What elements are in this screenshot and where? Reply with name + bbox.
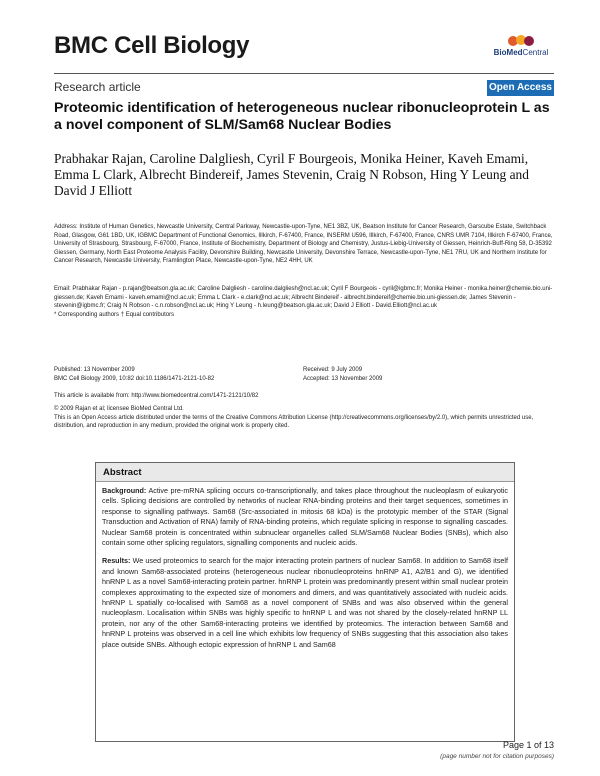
accepted-date: Accepted: 13 November 2009 — [303, 375, 383, 382]
published-date: Published: 13 November 2009 — [54, 367, 135, 373]
author-list: Prabhakar Rajan, Caroline Dalgliesh, Cyril F Bourgeois, Monika Heiner, Kaveh Emami, Emma L Clark, Albrecht Bindereif, James Stevenin, Craig N Robson, Hing Y Leung and David J Elliott — [54, 151, 529, 198]
page-number: Page 1 of 13 — [502, 740, 554, 750]
article-url[interactable]: This article is available from: http://www.biomedcentral.com/1471-2121/10/82 — [54, 393, 259, 399]
article-title: Proteomic identification of heterogeneous nuclear ribonucleoprotein L as a novel component of SLM/Sam68 Nuclear Bodies — [54, 100, 550, 133]
abstract-results: Results: We used proteomics to search for the major interacting protein partners of nuclear Sam68. In addition to Sam68 itself and known Sam68-associated proteins (heterogeneous nuclear ribonucleoproteins hnRNP A1, A2/B1 and G), we identified hnRNP L as a novel Sam68-interacting protein partner. hnRNP L protein was predominantly present within small nuclear protein complexes approximating to the expected size of monomers and dimers, and was quantitatively associated with nucleic acids. hnRNP L spatially co-localised with Sam68 as a novel component of SNBs and was also observed within the general nucleoplasm. Localisation within SNBs was highly specific to hnRNP L and was not shared by the closely-related hnRNP LL protein, nor any of the other Sam68-interacting proteins we identified by proteomics. The interaction between Sam68 and hnRNP L proteins was observed in a cell line which exhibits low frequency of SNBs suggesting that this association also takes place outside SNBs. Although ectopic expression of hnRNP L and Sam68 — [102, 556, 509, 649]
journal-title: BMC Cell Biology — [54, 32, 250, 59]
article-type: Research article — [54, 80, 141, 94]
received-date: Received: 9 July 2009 — [303, 367, 363, 373]
copyright-line: © 2009 Rajan et al; licensee BioMed Central Ltd. — [54, 406, 184, 412]
affiliations: Address: Institute of Human Genetics, Newcastle University, Central Parkway, Newcastle-upon-Tyne, NE1 3BZ, UK, Beatson Institute for Cancer Research, Garscube Estate, Switchback Road, Glasgow, G61 1BD, UK, IGBMC Department of Functional Genomics, Illkirch, F-67400, France, INSERM U596, Illkirch, F-67400, France, CNRS UMR 7104, Illkirch F-67400, France, University of Strasbourg, Strasbourg, F-67000, France, Institute of Biochemistry, Department of Biology and Chemistry, Justus-Liebig-University of Giessen, Heinrich-Buff-Ring 58, D-35392 Giessen, Germany, North East Proteome Analysis Facility, Devonshire Building, Newcastle University, Devonshire Terrace, Newcastle-upon-Tyne, NE1 7RU, UK and Northern Institute for Cancer Research, Newcastle University, Framlington Place, Newcastle-upon-Tyne, NE2 4HH, UK — [54, 224, 553, 265]
abstract-heading: Abstract — [96, 463, 514, 482]
publisher-logo-icon — [506, 35, 536, 47]
page-note: (page number not for citation purposes) — [440, 753, 554, 760]
publication-info — [54, 366, 314, 383]
header-divider — [54, 73, 554, 74]
author-emails — [54, 285, 554, 319]
author-footnote: * Corresponding authors † Equal contributors — [54, 311, 175, 318]
review-dates — [303, 366, 553, 383]
abstract-body — [96, 482, 514, 650]
open-access-badge: Open Access — [487, 80, 554, 96]
citation: BMC Cell Biology 2009, 10:82 doi:10.1186/1471-2121-10-82 — [54, 375, 215, 382]
publisher-logo — [488, 35, 554, 57]
copyright-block — [54, 405, 554, 431]
license-text: This is an Open Access article distributed under the terms of the Creative Commons Attribution License (http://creativecommons.org/licenses/by/2.0), which permits unrestricted use, distribution, and reproduction in any medium, provided the original work is properly cited. — [54, 414, 534, 430]
publisher-logo-text: BioMedCentral — [493, 48, 549, 57]
abstract-box — [95, 462, 515, 742]
email-list: Email: Prabhakar Rajan - p.rajan@beatson.gla.ac.uk; Caroline Dalgliesh - caroline.dalgliesh@ncl.ac.uk; Cyril F Bourgeois - cyril@igbmc.fr; Monika Heiner - monika.heiner@chemie.bio.uni-giessen.de; Kaveh Emami - kaveh.emami@ncl.ac.uk; Emma L Clark - e.clark@ncl.ac.uk; Albrecht Bindereif - albrecht.bindereif@chemie.bio.uni-giessen.de; James Stevenin - stevenin@igbmc.fr; Craig N Robson - c.n.robson@ncl.ac.uk; Hing Y Leung - h.leung@beatson.gla.ac.uk; David J Elliott - David.Elliott@ncl.ac.uk — [54, 286, 553, 310]
abstract-background: Background: Active pre-mRNA splicing occurs co-transcriptionally, and takes place throughout the nucleoplasm of eukaryotic cells. Splicing decisions are controlled by networks of nuclear RNA-binding proteins and their target sequences, sometimes in response to signalling pathways. Sam68 (Src-associated in mitosis 68 kDa) is the prototypic member of the STAR (Signal Transduction and Activation of RNA) family of RNA-binding proteins, which regulate splicing in response to signalling cascades. Nuclear Sam68 protein is concentrated within subnuclear organelles called SLM/Sam68 Nuclear Bodies (SNBs), which also contain some other splicing regulators, signalling components and nucleic acids. — [102, 486, 509, 548]
